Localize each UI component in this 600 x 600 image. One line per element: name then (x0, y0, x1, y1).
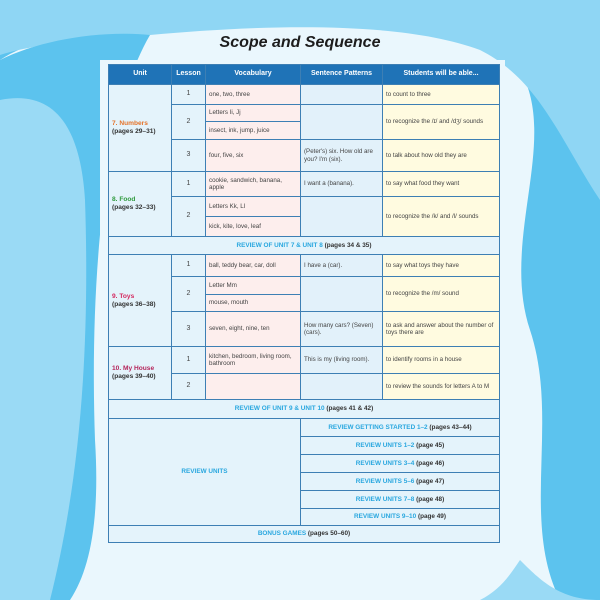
bonus-pages: (pages 50–60) (307, 530, 351, 538)
unit-cell (109, 85, 172, 172)
scope-sequence-table (108, 64, 500, 543)
unit-pages: (pages 39–40) (112, 373, 156, 380)
sentence-pattern: I have a (car). (301, 255, 383, 277)
lesson-number: 1 (172, 347, 206, 374)
review-item-pages: (pages 43–44) (429, 423, 472, 431)
unit-cell (109, 255, 172, 347)
vocabulary: ball, teddy bear, car, doll (206, 255, 301, 277)
lesson-number: 1 (172, 172, 206, 197)
lesson-number: 2 (172, 105, 206, 140)
sentence-pattern (301, 277, 383, 312)
table-row (109, 347, 500, 374)
review-units-cell (109, 419, 301, 526)
review-item-label: REVIEW UNITS 5–6 (355, 477, 415, 485)
review-item (301, 455, 500, 473)
table-row (109, 172, 500, 197)
table-row (109, 85, 500, 105)
sentence-pattern (301, 105, 383, 140)
student-goal: to recognize the /m/ sound (383, 277, 500, 312)
review-item-label: REVIEW GETTING STARTED 1–2 (328, 423, 428, 431)
lesson-number: 1 (172, 85, 206, 105)
unit-cell (109, 347, 172, 400)
student-goal: to review the sounds for letters A to M (383, 374, 500, 400)
student-goal: to talk about how old they are (383, 140, 500, 172)
student-goal: to say what food they want (383, 172, 500, 197)
student-goal: to say what toys they have (383, 255, 500, 277)
lesson-number: 3 (172, 312, 206, 347)
table-row (109, 526, 500, 543)
header-students-goal: Students will be able... (383, 65, 500, 85)
lesson-number: 1 (172, 255, 206, 277)
vocabulary: one, two, three (206, 85, 301, 105)
vocabulary: cookie, sandwich, banana, apple (206, 172, 301, 197)
review-item-label: REVIEW UNITS 1–2 (355, 441, 415, 449)
sentence-pattern: I want a (banana). (301, 172, 383, 197)
header-unit: Unit (109, 65, 172, 85)
review-pages: (pages 41 & 42) (326, 405, 374, 413)
unit-name: 7. Numbers (112, 120, 148, 128)
review-item (301, 473, 500, 491)
unit-pages: (pages 29–31) (112, 128, 156, 135)
review-item (301, 491, 500, 509)
header-sentence-patterns: Sentence Patterns (301, 65, 383, 85)
vocabulary: seven, eight, nine, ten (206, 312, 301, 347)
student-goal: to identify rooms in a house (383, 347, 500, 374)
vocabulary: Letter Mm (206, 277, 301, 295)
bonus-label: BONUS GAMES (257, 530, 307, 538)
unit-name: 10. My House (112, 365, 155, 373)
sentence-pattern: This is my (living room). (301, 347, 383, 374)
lesson-number: 3 (172, 140, 206, 172)
sentence-pattern (301, 374, 383, 400)
table-row (109, 237, 500, 255)
sentence-pattern (301, 85, 383, 105)
unit-pages: (pages 36–38) (112, 300, 156, 308)
table-row (109, 65, 500, 85)
unit-pages: (pages 32–33) (112, 204, 156, 211)
lesson-number: 2 (172, 277, 206, 312)
review-item-pages: (page 49) (417, 513, 446, 521)
review-item (301, 419, 500, 437)
review-item-pages: (page 46) (416, 459, 445, 467)
sentence-pattern: (Peter's) six. How old are you? I'm (six). (301, 140, 383, 172)
student-goal: to recognize the /ɪ/ and /dʒ/ sounds (383, 105, 500, 140)
lesson-number: 2 (172, 374, 206, 400)
review-item-pages: (page 48) (416, 495, 445, 503)
header-lesson: Lesson (172, 65, 206, 85)
review-item (301, 437, 500, 455)
review-units-label: REVIEW UNITS (181, 468, 228, 476)
review-item-label: REVIEW UNITS 7–8 (355, 495, 415, 503)
table-row (109, 419, 500, 437)
student-goal: to ask and answer about the number of toys there are (383, 312, 500, 347)
unit-name: 9. Toys (112, 292, 135, 300)
unit-cell (109, 172, 172, 237)
review-item (301, 509, 500, 526)
review-item-pages: (page 45) (416, 441, 445, 449)
bonus-games (109, 526, 500, 543)
review-item-label: REVIEW UNITS 9–10 (354, 513, 417, 521)
vocabulary: Letters Kk, Ll (206, 197, 301, 217)
review-unit-9-10 (109, 400, 500, 419)
vocabulary: Letters Ii, Jj (206, 105, 301, 122)
header-vocabulary: Vocabulary (206, 65, 301, 85)
vocabulary: four, five, six (206, 140, 301, 172)
table-row (109, 400, 500, 419)
page-title: Scope and Sequence (219, 34, 381, 51)
vocabulary: kick, kite, love, leaf (206, 217, 301, 237)
student-goal: to count to three (383, 85, 500, 105)
review-pages: (pages 34 & 35) (324, 241, 372, 249)
vocabulary: kitchen, bedroom, living room, bathroom (206, 347, 301, 374)
sentence-pattern (301, 197, 383, 237)
vocabulary: mouse, mouth (206, 295, 301, 312)
student-goal: to recognize the /k/ and /l/ sounds (383, 197, 500, 237)
review-label: REVIEW OF UNIT 9 & UNIT 10 (234, 405, 325, 413)
unit-name: 8. Food (112, 196, 136, 204)
review-item-label: REVIEW UNITS 3–4 (355, 459, 415, 467)
review-unit-7-8 (109, 237, 500, 255)
lesson-number: 2 (172, 197, 206, 237)
vocabulary (206, 374, 301, 400)
table-row (109, 255, 500, 277)
sentence-pattern: How many cars? (Seven) (cars). (301, 312, 383, 347)
review-item-pages: (page 47) (416, 477, 445, 485)
vocabulary: insect, ink, jump, juice (206, 122, 301, 140)
review-label: REVIEW OF UNIT 7 & UNIT 8 (236, 241, 323, 249)
